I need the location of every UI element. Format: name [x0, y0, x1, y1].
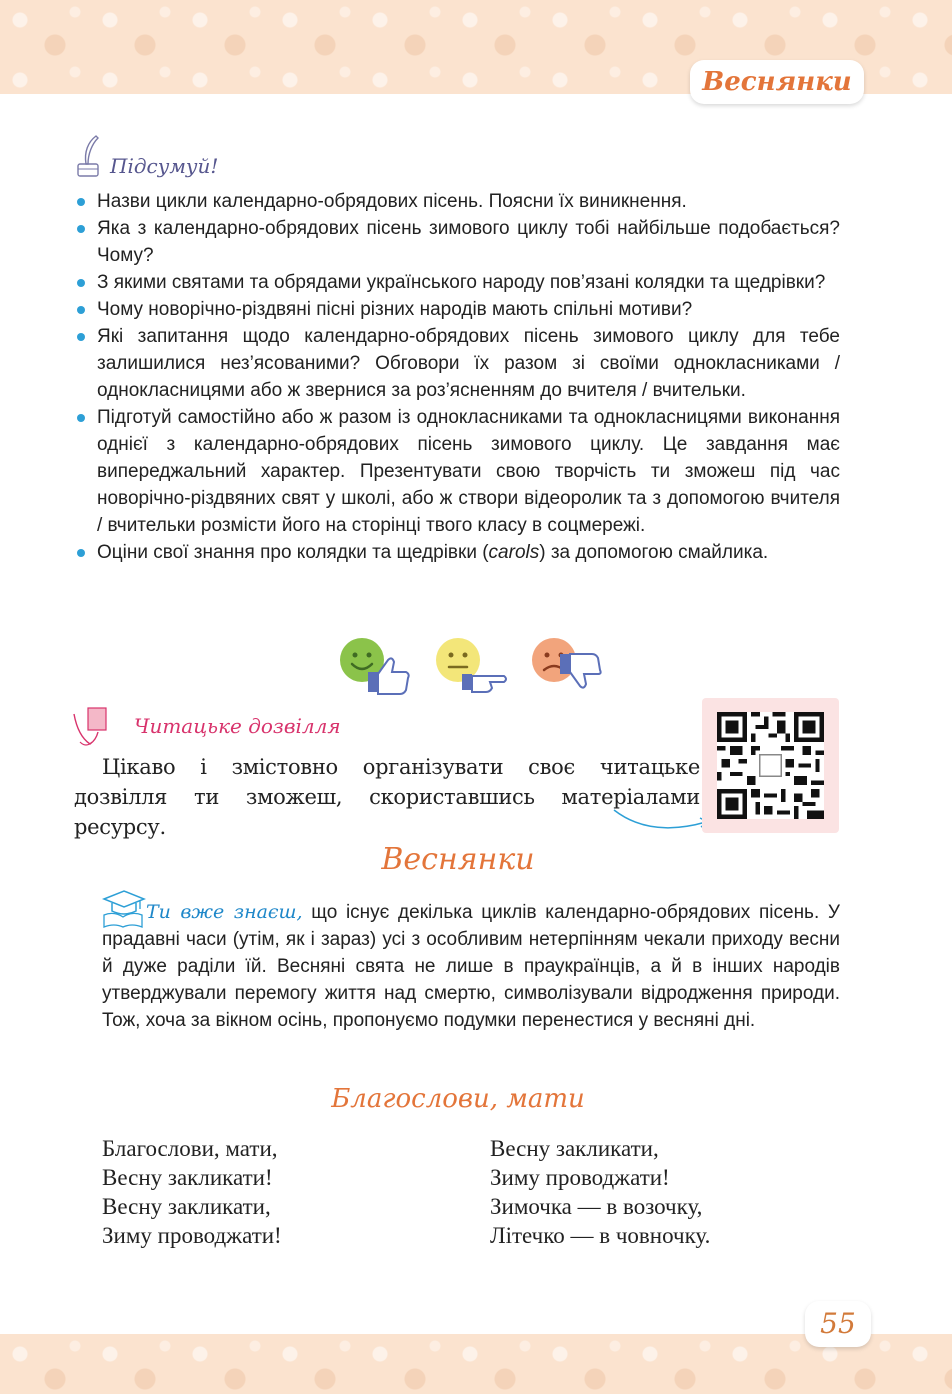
poem-stanza-left	[102, 1134, 282, 1250]
carols-word: carols	[488, 542, 540, 563]
last-bullet-start: Оціни свої знання про колядки та щедрівки (	[97, 542, 489, 563]
poem-line: Літечко — в човночку.	[490, 1223, 711, 1248]
poem-line: Весну закликати,	[102, 1194, 271, 1219]
poem-line: Зиму проводжати!	[102, 1223, 282, 1248]
section-tab	[690, 60, 864, 104]
poem-line: Весну закликати!	[102, 1165, 273, 1190]
list-item: Чому новорічно-різдвяні пісні різних народів мають спільні мотиви?	[74, 296, 840, 323]
qr-code-panel[interactable]	[702, 698, 839, 833]
you-already-know-paragraph	[102, 899, 840, 1034]
neutral-pointing-icon[interactable]	[432, 634, 508, 696]
happy-thumbs-up-icon[interactable]	[336, 634, 412, 696]
sad-thumbs-down-icon[interactable]	[528, 634, 604, 696]
last-bullet-end: ) за допомогою смайлика.	[539, 542, 769, 563]
poem-title: Благослови, мати	[331, 1084, 585, 1114]
poem-stanza-right	[490, 1134, 710, 1250]
list-item: З якими святами та обрядами українського народу пов’язані колядки та щедрівки?	[74, 269, 840, 296]
summary-questions-list	[74, 188, 840, 566]
list-item: Яка з календарно-обрядових пісень зимового циклу тобі найбільше подобається? Чому?	[74, 215, 840, 269]
quill-inkwell-icon	[74, 134, 104, 178]
page-number-badge	[805, 1301, 871, 1347]
section-tab-label: Веснянки	[702, 67, 852, 97]
you-already-know-text: що існує декілька циклів календарно-обрядових пісень. У прадавні часи (утім, як і зараз) усі з особливим нетерпінням чекали приходу весни й дуже раділи їй. Весняні свята не лише в праукраїнців, а й в інших народів утверджували перемогу життя над смертю, символізували відродження природи. Тож, хоча за вікном осінь, пропонуємо подумки перенестися у весняні дні.	[102, 902, 840, 1031]
qr-code-icon[interactable]	[717, 712, 824, 819]
list-item: Назви цикли календарно-обрядових пісень. Поясни їх виникнення.	[74, 188, 840, 215]
summary-title: Підсумуй!	[110, 154, 219, 178]
poem-line: Зиму проводжати!	[490, 1165, 670, 1190]
poem-line: Зимочка — в возочку,	[490, 1194, 703, 1219]
list-item	[74, 539, 840, 566]
page-number: 55	[820, 1307, 856, 1340]
list-item: Які запитання щодо календарно-обрядових пісень зимового циклу для тебе залишилися нез’ясованими? Обговори їх разом зі своїми однокласниками / однокласницями або ж звернися за роз’ясненням до вчителя / вчительки.	[74, 323, 840, 404]
poem-line: Весну закликати,	[490, 1136, 659, 1161]
poem-line: Благослови, мати,	[102, 1136, 278, 1161]
smiley-rating-row	[336, 634, 616, 696]
reading-leisure-title: Читацьке дозвілля	[134, 714, 341, 738]
book-bookmark-icon	[72, 706, 120, 750]
list-item: Підготуй самостійно або ж разом із однокласниками та однокласницями виконання однієї з календарно-обрядових пісень зимового циклу. Це завдання має випереджальний характер. Презентувати свою творчість ти зможеш під час новорічно-різдвяних свят у школі, або ж створи відеоролик та з допомогою вчителя / вчительки розмісти його на сторінці твого класу в соцмережі.	[74, 404, 840, 539]
reading-leisure-text: Цікаво і змістовно організувати своє читацьке дозвілля ти зможеш, скориставшись матеріалами ресурсу.	[74, 755, 700, 839]
you-already-know-lead: Ти вже знаєш,	[146, 901, 303, 923]
section-heading: Веснянки	[381, 842, 535, 877]
